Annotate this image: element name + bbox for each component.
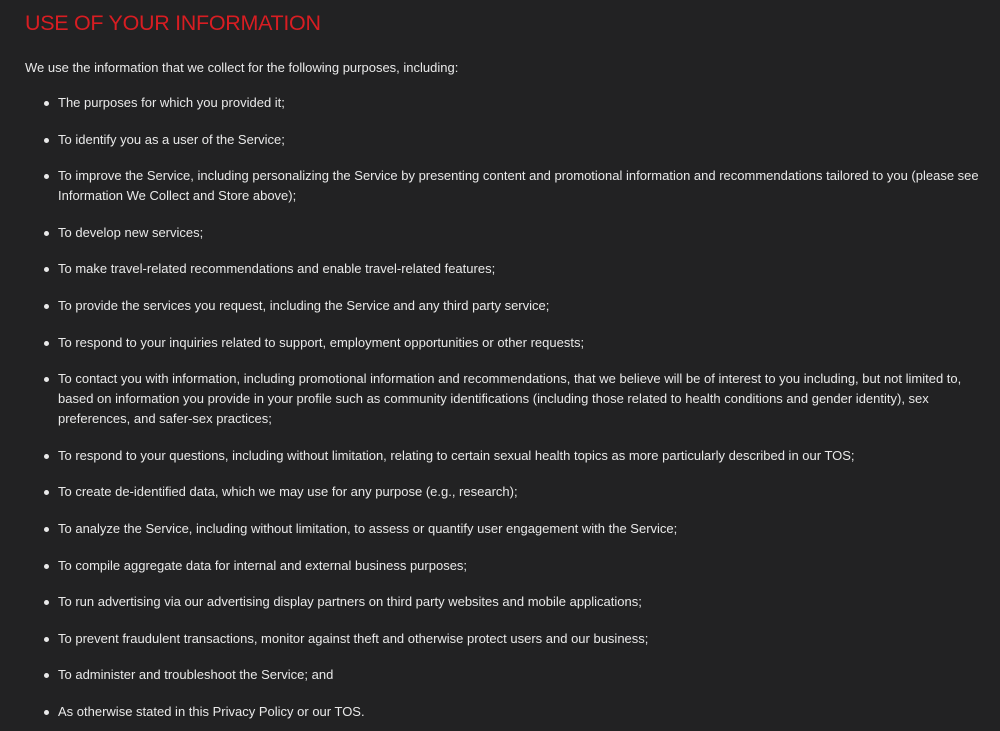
list-item: [25, 93, 1000, 113]
list-item: [25, 556, 1000, 576]
bullet-icon: [44, 267, 49, 272]
list-item-text: To run advertising via our advertising display partners on third party websites and mobile applications;: [58, 594, 642, 610]
list-item-text: To contact you with information, including promotional information and recommendations, that we believe will be of interest to you including, but not limited to, based on information you provide in your profile such as community identifications (including those related to health conditions and gender identity), sex preferences, and safer-sex practices;: [58, 371, 962, 427]
bullet-icon: [44, 637, 49, 642]
list-item: [25, 223, 1000, 243]
bullet-icon: [44, 527, 49, 532]
list-item-text: As otherwise stated in this Privacy Policy or our TOS.: [58, 703, 365, 719]
list-item: [25, 629, 1000, 649]
bullet-icon: [44, 231, 49, 236]
list-item: [25, 166, 1000, 206]
list-item-text: The purposes for which you provided it;: [58, 95, 285, 110]
list-item: [25, 259, 1000, 279]
bullet-icon: [44, 377, 49, 382]
list-item: [25, 482, 1000, 502]
section-title: USE OF YOUR INFORMATION: [25, 11, 321, 35]
bullet-icon: [44, 101, 49, 106]
list-item-text: To analyze the Service, including without limitation, to assess or quantify user engagement with the Service;: [58, 520, 678, 536]
list-item-text: To prevent fraudulent transactions, monitor against theft and otherwise protect users and our business;: [58, 630, 649, 646]
list-item-text: To improve the Service, including personalizing the Service by presenting content and promotional information and recommendations tailored to you (please see Information We Collect and Store above);: [58, 168, 979, 204]
purpose-list: [25, 93, 1000, 722]
bullet-icon: [44, 454, 49, 459]
list-item: [25, 446, 1000, 466]
bullet-icon: [44, 564, 49, 569]
bullet-icon: [44, 673, 49, 678]
bullet-icon: [44, 174, 49, 179]
list-item-text: To create de-identified data, which we may use for any purpose (e.g., research);: [58, 484, 518, 500]
list-item-text: To make travel-related recommendations and enable travel-related features;: [58, 261, 496, 277]
list-item-text: To respond to your questions, including without limitation, relating to certain sexual health topics as more particularly described in our TOS;: [58, 447, 855, 463]
list-item-text: To respond to your inquiries related to support, employment opportunities or other requests;: [58, 334, 585, 350]
list-item: [25, 369, 1000, 429]
list-item: [25, 333, 1000, 353]
list-item: [25, 702, 1000, 722]
list-item: [25, 296, 1000, 316]
list-item: [25, 519, 1000, 539]
list-item-text: To administer and troubleshoot the Service; and: [58, 667, 334, 683]
bullet-icon: [44, 304, 49, 309]
bullet-icon: [44, 710, 49, 715]
list-item: [25, 665, 1000, 685]
list-item: [25, 592, 1000, 612]
list-item: [25, 130, 1000, 150]
list-item-text: To compile aggregate data for internal and external business purposes;: [58, 557, 468, 573]
bullet-icon: [44, 138, 49, 143]
list-item-text: To identify you as a user of the Service;: [58, 131, 285, 147]
bullet-icon: [44, 600, 49, 605]
bullet-icon: [44, 341, 49, 346]
list-item-text: To develop new services;: [58, 224, 204, 240]
section-intro: We use the information that we collect for the following purposes, including:: [25, 60, 459, 75]
list-item-text: To provide the services you request, including the Service and any third party service;: [58, 297, 550, 313]
bullet-icon: [44, 490, 49, 495]
